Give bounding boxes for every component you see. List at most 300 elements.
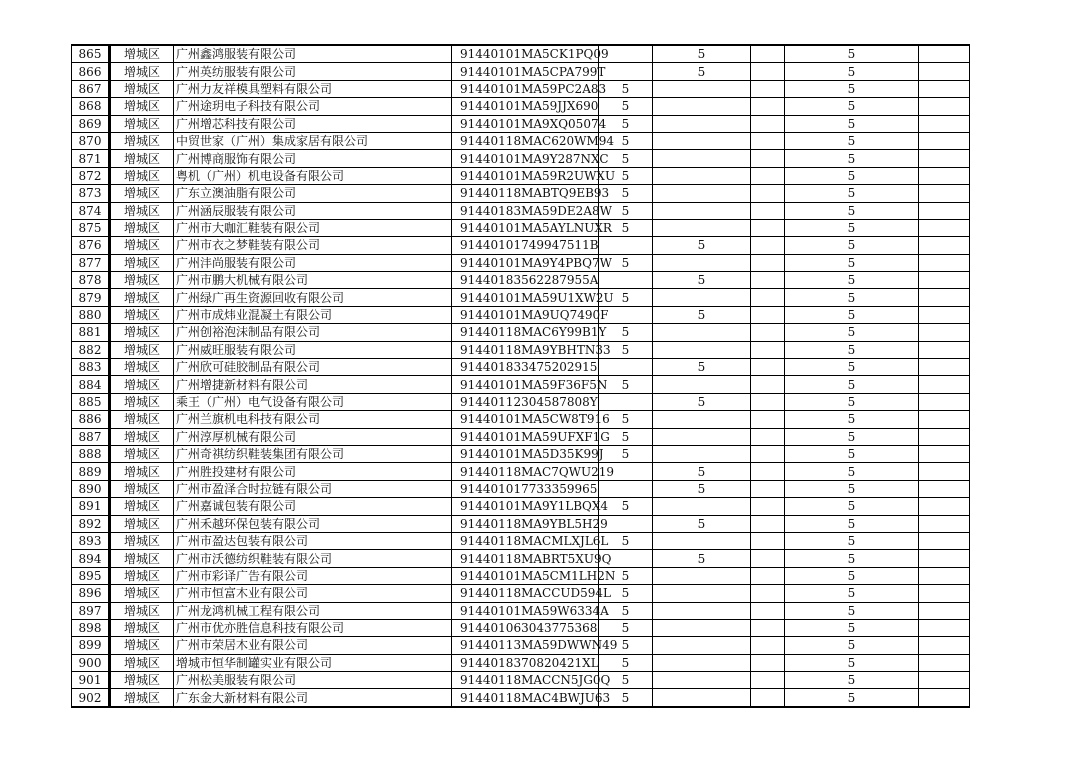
score-cell-e [919, 45, 970, 63]
table-row [72, 498, 970, 515]
score-cell-a: 5 [599, 132, 653, 149]
score-cell-c [751, 445, 785, 462]
score-cell-d: 5 [785, 654, 919, 671]
score-cell-c [751, 463, 785, 480]
company-name-cell: 粤机（广州）机电设备有限公司 [174, 167, 452, 184]
table-body [72, 45, 970, 707]
score-cell-a: 5 [599, 202, 653, 219]
company-name-cell: 广州市大咖汇鞋装有限公司 [174, 219, 452, 236]
credit-code-cell: 91440101MA59U1XW2U [452, 289, 599, 306]
score-cell-e [919, 150, 970, 167]
score-cell-d: 5 [785, 480, 919, 497]
row-number: 896 [72, 585, 110, 602]
row-number: 889 [72, 463, 110, 480]
company-name-cell: 广州绿广再生资源回收有限公司 [174, 289, 452, 306]
table-row [72, 306, 970, 323]
score-cell-c [751, 376, 785, 393]
score-cell-d: 5 [785, 45, 919, 63]
score-cell-c [751, 585, 785, 602]
credit-code-cell: 91440118MAC7QWU219 [452, 463, 599, 480]
score-cell-b [653, 567, 751, 584]
score-cell-e [919, 637, 970, 654]
score-cell-b [653, 219, 751, 236]
row-number: 878 [72, 272, 110, 289]
table-row [72, 324, 970, 341]
row-number: 873 [72, 185, 110, 202]
credit-code-cell: 91440118MA9YBL5H29 [452, 515, 599, 532]
credit-code-cell: 91440101MA5D35K99J [452, 445, 599, 462]
company-name-cell: 广州兰旗机电科技有限公司 [174, 411, 452, 428]
score-cell-d: 5 [785, 306, 919, 323]
score-cell-c [751, 272, 785, 289]
credit-code-cell: 91440101MA59JJX690 [452, 98, 599, 115]
score-cell-b [653, 689, 751, 707]
company-name-cell: 广州途玥电子科技有限公司 [174, 98, 452, 115]
score-cell-e [919, 498, 970, 515]
score-cell-a: 5 [599, 376, 653, 393]
row-number: 865 [72, 45, 110, 63]
table-row [72, 45, 970, 63]
district-cell: 增城区 [110, 515, 174, 532]
row-number: 901 [72, 672, 110, 689]
row-number: 881 [72, 324, 110, 341]
table-row [72, 272, 970, 289]
score-cell-e [919, 324, 970, 341]
score-cell-e [919, 532, 970, 549]
score-cell-d: 5 [785, 637, 919, 654]
row-number: 867 [72, 80, 110, 97]
district-cell: 增城区 [110, 289, 174, 306]
table-row [72, 185, 970, 202]
score-cell-e [919, 567, 970, 584]
score-cell-b [653, 532, 751, 549]
score-cell-a [599, 393, 653, 410]
row-number: 871 [72, 150, 110, 167]
score-cell-c [751, 498, 785, 515]
score-cell-e [919, 428, 970, 445]
score-cell-b [653, 80, 751, 97]
score-cell-b: 5 [653, 237, 751, 254]
row-number: 877 [72, 254, 110, 271]
row-number: 897 [72, 602, 110, 619]
score-cell-b [653, 637, 751, 654]
credit-code-cell: 914401017733359965 [452, 480, 599, 497]
table-row [72, 393, 970, 410]
score-cell-d: 5 [785, 254, 919, 271]
company-name-cell: 广州淳厚机械有限公司 [174, 428, 452, 445]
table-row [72, 132, 970, 149]
score-cell-b [653, 167, 751, 184]
score-cell-c [751, 324, 785, 341]
score-cell-a: 5 [599, 619, 653, 636]
score-cell-b [653, 115, 751, 132]
score-cell-d: 5 [785, 602, 919, 619]
credit-code-cell: 91440118MABTQ9EB93 [452, 185, 599, 202]
row-number: 883 [72, 359, 110, 376]
score-cell-d: 5 [785, 167, 919, 184]
table-row [72, 237, 970, 254]
score-cell-b: 5 [653, 45, 751, 63]
score-cell-a: 5 [599, 150, 653, 167]
score-cell-e [919, 463, 970, 480]
score-cell-c [751, 341, 785, 358]
score-cell-b: 5 [653, 306, 751, 323]
district-cell: 增城区 [110, 480, 174, 497]
row-number: 888 [72, 445, 110, 462]
score-cell-d: 5 [785, 237, 919, 254]
credit-code-cell: 914401063043775368 [452, 619, 599, 636]
score-cell-d: 5 [785, 185, 919, 202]
score-cell-c [751, 80, 785, 97]
district-cell: 增城区 [110, 359, 174, 376]
score-cell-e [919, 619, 970, 636]
company-name-cell: 广州市彩译广告有限公司 [174, 567, 452, 584]
score-cell-e [919, 306, 970, 323]
score-cell-b: 5 [653, 393, 751, 410]
district-cell: 增城区 [110, 185, 174, 202]
score-cell-e [919, 115, 970, 132]
score-cell-c [751, 515, 785, 532]
score-cell-d: 5 [785, 411, 919, 428]
district-cell: 增城区 [110, 567, 174, 584]
company-name-cell: 广东立澳油脂有限公司 [174, 185, 452, 202]
score-cell-b [653, 498, 751, 515]
table-row [72, 98, 970, 115]
company-name-cell: 广州禾越环保包装有限公司 [174, 515, 452, 532]
table-row [72, 637, 970, 654]
score-cell-a: 5 [599, 289, 653, 306]
credit-code-cell: 91440118MAC4BWJU63 [452, 689, 599, 707]
score-cell-a [599, 480, 653, 497]
district-cell: 增城区 [110, 619, 174, 636]
score-cell-b: 5 [653, 515, 751, 532]
score-cell-c [751, 393, 785, 410]
score-cell-a: 5 [599, 185, 653, 202]
credit-code-cell: 91440101MA9Y287NXC [452, 150, 599, 167]
district-cell: 增城区 [110, 428, 174, 445]
score-cell-c [751, 637, 785, 654]
company-name-cell: 广州增芯科技有限公司 [174, 115, 452, 132]
district-cell: 增城区 [110, 45, 174, 63]
credit-code-cell: 91440101MA5AYLNUXR [452, 219, 599, 236]
score-cell-e [919, 445, 970, 462]
credit-code-cell: 9144018370820421XL [452, 654, 599, 671]
score-cell-e [919, 480, 970, 497]
score-cell-a: 5 [599, 654, 653, 671]
row-number: 902 [72, 689, 110, 707]
score-cell-e [919, 167, 970, 184]
table-row [72, 672, 970, 689]
table-row [72, 289, 970, 306]
company-name-cell: 广州市成炜业混凝土有限公司 [174, 306, 452, 323]
score-cell-d: 5 [785, 463, 919, 480]
district-cell: 增城区 [110, 393, 174, 410]
score-cell-d: 5 [785, 376, 919, 393]
score-cell-a [599, 359, 653, 376]
score-cell-b: 5 [653, 359, 751, 376]
credit-code-cell: 91440118MAC6Y99B1Y [452, 324, 599, 341]
district-cell: 增城区 [110, 167, 174, 184]
credit-code-cell: 91440101MA9UQ7490F [452, 306, 599, 323]
score-cell-c [751, 202, 785, 219]
score-cell-b [653, 150, 751, 167]
score-cell-d: 5 [785, 498, 919, 515]
district-cell: 增城区 [110, 324, 174, 341]
score-cell-b [653, 428, 751, 445]
company-name-cell: 广州市优亦胜信息科技有限公司 [174, 619, 452, 636]
district-cell: 增城区 [110, 689, 174, 707]
score-cell-d: 5 [785, 359, 919, 376]
row-number: 868 [72, 98, 110, 115]
score-cell-a: 5 [599, 324, 653, 341]
score-cell-b [653, 98, 751, 115]
credit-code-cell: 91440101MA5CPA799T [452, 63, 599, 80]
credit-code-cell: 91440112304587808Y [452, 393, 599, 410]
score-cell-a: 5 [599, 532, 653, 549]
score-cell-c [751, 185, 785, 202]
score-cell-a: 5 [599, 167, 653, 184]
table-row [72, 445, 970, 462]
company-name-cell: 广州增捷新材料有限公司 [174, 376, 452, 393]
score-cell-a: 5 [599, 445, 653, 462]
credit-code-cell: 91440118MACCUD594L [452, 585, 599, 602]
table-row [72, 63, 970, 80]
row-number: 885 [72, 393, 110, 410]
score-cell-c [751, 150, 785, 167]
district-cell: 增城区 [110, 602, 174, 619]
score-cell-d: 5 [785, 585, 919, 602]
score-cell-b [653, 411, 751, 428]
district-cell: 增城区 [110, 550, 174, 567]
district-cell: 增城区 [110, 654, 174, 671]
credit-code-cell: 91440118MAC620WM94 [452, 132, 599, 149]
score-cell-d: 5 [785, 515, 919, 532]
score-cell-a: 5 [599, 585, 653, 602]
score-cell-c [751, 45, 785, 63]
score-cell-e [919, 98, 970, 115]
credit-code-cell: 91440118MACMLXJL6L [452, 532, 599, 549]
credit-code-cell: 91440101MA9Y4PBQ7W [452, 254, 599, 271]
score-cell-c [751, 132, 785, 149]
score-cell-d: 5 [785, 532, 919, 549]
district-cell: 增城区 [110, 63, 174, 80]
district-cell: 增城区 [110, 254, 174, 271]
row-number: 884 [72, 376, 110, 393]
score-cell-c [751, 63, 785, 80]
credit-code-cell: 91440118MACCN5JG0Q [452, 672, 599, 689]
score-cell-e [919, 376, 970, 393]
score-cell-c [751, 254, 785, 271]
row-number: 882 [72, 341, 110, 358]
score-cell-e [919, 254, 970, 271]
score-cell-b: 5 [653, 463, 751, 480]
score-cell-d: 5 [785, 324, 919, 341]
district-cell: 增城区 [110, 672, 174, 689]
score-cell-b [653, 254, 751, 271]
score-cell-b: 5 [653, 480, 751, 497]
score-cell-b [653, 672, 751, 689]
score-cell-d: 5 [785, 98, 919, 115]
district-cell: 增城区 [110, 272, 174, 289]
score-cell-d: 5 [785, 550, 919, 567]
score-cell-d: 5 [785, 115, 919, 132]
company-name-cell: 广州市鹏大机械有限公司 [174, 272, 452, 289]
score-cell-a [599, 237, 653, 254]
score-cell-d: 5 [785, 219, 919, 236]
score-cell-e [919, 515, 970, 532]
company-name-cell: 广州龙鸿机械工程有限公司 [174, 602, 452, 619]
credit-code-cell: 91440101MA59PC2A83 [452, 80, 599, 97]
score-cell-c [751, 532, 785, 549]
district-cell: 增城区 [110, 498, 174, 515]
credit-code-cell: 91440183MA59DE2A8W [452, 202, 599, 219]
district-cell: 增城区 [110, 376, 174, 393]
table-row [72, 515, 970, 532]
score-cell-e [919, 672, 970, 689]
company-name-cell: 广州市衣之梦鞋装有限公司 [174, 237, 452, 254]
district-cell: 增城区 [110, 445, 174, 462]
table-row [72, 376, 970, 393]
score-cell-d: 5 [785, 393, 919, 410]
score-cell-e [919, 550, 970, 567]
score-cell-b [653, 132, 751, 149]
table-row [72, 532, 970, 549]
row-number: 887 [72, 428, 110, 445]
company-name-cell: 广州创裕泡沫制品有限公司 [174, 324, 452, 341]
score-cell-a: 5 [599, 411, 653, 428]
table-row [72, 689, 970, 707]
score-cell-a: 5 [599, 672, 653, 689]
score-cell-d: 5 [785, 150, 919, 167]
table-row [72, 654, 970, 671]
score-cell-c [751, 411, 785, 428]
score-cell-a: 5 [599, 80, 653, 97]
row-number: 869 [72, 115, 110, 132]
score-cell-b [653, 289, 751, 306]
score-cell-d: 5 [785, 202, 919, 219]
row-number: 875 [72, 219, 110, 236]
score-cell-c [751, 550, 785, 567]
score-cell-e [919, 63, 970, 80]
district-cell: 增城区 [110, 585, 174, 602]
table-row [72, 341, 970, 358]
score-cell-b [653, 202, 751, 219]
score-cell-a: 5 [599, 689, 653, 707]
score-cell-e [919, 202, 970, 219]
table-row [72, 219, 970, 236]
score-cell-a: 5 [599, 602, 653, 619]
table-row [72, 428, 970, 445]
score-cell-e [919, 272, 970, 289]
score-cell-e [919, 654, 970, 671]
score-cell-e [919, 602, 970, 619]
score-cell-c [751, 428, 785, 445]
table-row [72, 167, 970, 184]
credit-code-cell: 91440101MA5CM1LH2N [452, 567, 599, 584]
score-cell-c [751, 237, 785, 254]
credit-code-cell: 91440101MA59R2UWXU [452, 167, 599, 184]
row-number: 890 [72, 480, 110, 497]
table-row [72, 463, 970, 480]
company-name-cell: 增城市恒华制罐实业有限公司 [174, 654, 452, 671]
district-cell: 增城区 [110, 132, 174, 149]
company-table [71, 44, 970, 708]
score-cell-b: 5 [653, 63, 751, 80]
credit-code-cell: 91440101749947511B [452, 237, 599, 254]
district-cell: 增城区 [110, 341, 174, 358]
row-number: 880 [72, 306, 110, 323]
table-row [72, 150, 970, 167]
score-cell-e [919, 341, 970, 358]
district-cell: 增城区 [110, 306, 174, 323]
company-name-cell: 广州英纺服装有限公司 [174, 63, 452, 80]
company-name-cell: 广州力友祥模具塑料有限公司 [174, 80, 452, 97]
credit-code-cell: 91440101MA59F36F5N [452, 376, 599, 393]
table-row [72, 254, 970, 271]
score-cell-e [919, 219, 970, 236]
table-row [72, 202, 970, 219]
company-name-cell: 广州博商服饰有限公司 [174, 150, 452, 167]
score-cell-e [919, 393, 970, 410]
score-cell-e [919, 80, 970, 97]
score-cell-b [653, 602, 751, 619]
score-cell-d: 5 [785, 80, 919, 97]
score-cell-c [751, 480, 785, 497]
score-cell-e [919, 585, 970, 602]
table-row [72, 550, 970, 567]
credit-code-cell: 91440101MA5CK1PQ09 [452, 45, 599, 63]
score-cell-a [599, 63, 653, 80]
credit-code-cell: 91440118MA9YBHTN33 [452, 341, 599, 358]
score-cell-c [751, 98, 785, 115]
row-number: 894 [72, 550, 110, 567]
score-cell-a [599, 272, 653, 289]
district-cell: 增城区 [110, 219, 174, 236]
score-cell-e [919, 359, 970, 376]
district-cell: 增城区 [110, 237, 174, 254]
company-name-cell: 中贸世家（广州）集成家居有限公司 [174, 132, 452, 149]
company-name-cell: 广东金大新材料有限公司 [174, 689, 452, 707]
score-cell-b: 5 [653, 550, 751, 567]
table-row [72, 411, 970, 428]
score-cell-b [653, 619, 751, 636]
score-cell-a: 5 [599, 498, 653, 515]
row-number: 893 [72, 532, 110, 549]
score-cell-c [751, 359, 785, 376]
score-cell-a: 5 [599, 254, 653, 271]
district-cell: 增城区 [110, 202, 174, 219]
credit-code-cell: 91440101MA5CW8T916 [452, 411, 599, 428]
credit-code-cell: 914401833475202915 [452, 359, 599, 376]
score-cell-b [653, 376, 751, 393]
score-cell-d: 5 [785, 619, 919, 636]
company-name-cell: 广州欣可硅胶制品有限公司 [174, 359, 452, 376]
score-cell-d: 5 [785, 289, 919, 306]
district-cell: 增城区 [110, 115, 174, 132]
district-cell: 增城区 [110, 150, 174, 167]
district-cell: 增城区 [110, 532, 174, 549]
score-cell-e [919, 289, 970, 306]
row-number: 870 [72, 132, 110, 149]
district-cell: 增城区 [110, 411, 174, 428]
district-cell: 增城区 [110, 463, 174, 480]
credit-code-cell: 91440101MA9XQ05074 [452, 115, 599, 132]
company-name-cell: 广州市恒富木业有限公司 [174, 585, 452, 602]
score-cell-b [653, 185, 751, 202]
credit-code-cell: 91440101MA59W6334A [452, 602, 599, 619]
table-row [72, 115, 970, 132]
row-number: 895 [72, 567, 110, 584]
